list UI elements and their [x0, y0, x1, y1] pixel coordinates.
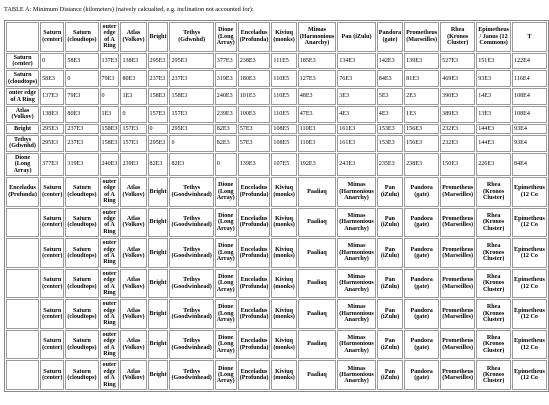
repeated-column-header: Rhea (Kronos Cluster) [476, 330, 511, 360]
repeated-column-header: Bright [148, 360, 169, 390]
repeated-column-header: Pandora (gate) [404, 269, 439, 299]
repeated-column-header: Prometheus (Marseilles) [440, 177, 475, 207]
distance-cell: 76E3 [337, 70, 376, 87]
repeated-column-header: Pan (iZulu) [377, 238, 403, 268]
repeated-column-header: Kiviuq (monks) [271, 269, 296, 299]
row-header [6, 269, 39, 299]
repeated-column-header: Kiviuq (monks) [271, 330, 296, 360]
distance-cell: 101E3 [238, 88, 271, 105]
distance-cell: 122E4 [512, 53, 547, 70]
distance-cell: 57E3 [238, 135, 271, 152]
distance-cell: 243E3 [337, 153, 376, 176]
row-header: outer edge of A Ring [6, 88, 39, 105]
distance-cell: 377E3 [215, 53, 237, 70]
distance-cell: 232E3 [440, 135, 475, 152]
repeated-column-header: Pan (iZulu) [377, 299, 403, 329]
repeated-header-row [6, 330, 547, 360]
table-row [6, 53, 547, 70]
column-header: Saturn (cloudtops) [65, 22, 98, 52]
distance-cell: 157E3 [169, 106, 213, 123]
repeated-column-header: Kiviuq (monks) [271, 208, 296, 238]
repeated-column-header: Atlas (Volkov) [120, 299, 146, 329]
distance-cell: 235E3 [377, 153, 403, 176]
column-header: Bright [148, 22, 169, 52]
repeated-column-header: Pandora (gate) [404, 330, 439, 360]
repeated-column-header: Enceladus (Profunda) [238, 177, 271, 207]
distance-cell: 82E3 [148, 153, 169, 176]
distance-cell: 84E3 [377, 70, 403, 87]
distance-cell: 93E3 [476, 70, 511, 87]
repeated-column-header: Prometheus (Marseilles) [440, 238, 475, 268]
distance-cell: 47E3 [298, 106, 337, 123]
table-row [6, 88, 547, 105]
distance-cell: 153E3 [377, 135, 403, 152]
repeated-column-header: Dione (Long Array) [215, 238, 237, 268]
distance-cell: 377E3 [40, 153, 64, 176]
repeated-column-header: outer edge of A Ring [100, 299, 120, 329]
repeated-column-header: Paaliaq [298, 360, 337, 390]
repeated-column-header: Prometheus (Marseilles) [440, 269, 475, 299]
repeated-column-header: Paaliaq [298, 208, 337, 238]
distance-cell: 0 [65, 70, 98, 87]
distance-cell: 79E3 [65, 88, 98, 105]
repeated-column-header: Tethys (Goodwinhead) [169, 238, 213, 268]
distance-cell: 319E3 [65, 153, 98, 176]
repeated-column-header: outer edge of A Ring [100, 360, 120, 390]
row-header: Enceladus (Profunda) [6, 177, 39, 207]
repeated-column-header: Epimetheus (12 Co [512, 269, 547, 299]
distance-cell: 237E3 [65, 124, 98, 134]
repeated-column-header: Rhea (Kronos Cluster) [476, 208, 511, 238]
repeated-column-header: outer edge of A Ring [100, 269, 120, 299]
distance-cell: 158E3 [100, 124, 120, 134]
repeated-column-header: Kiviuq (monks) [271, 177, 296, 207]
column-header: Dione (Long Array) [215, 22, 237, 52]
distance-cell: 161E3 [337, 135, 376, 152]
repeated-column-header: Tethys (Goodwinhead) [169, 208, 213, 238]
distance-cell: 0 [100, 88, 120, 105]
distance-cell: 469E3 [440, 70, 475, 87]
distance-cell: 137E3 [40, 88, 64, 105]
repeated-column-header: Dione (Long Array) [215, 177, 237, 207]
repeated-column-header: Pan (iZulu) [377, 269, 403, 299]
distance-cell: 157E3 [120, 124, 146, 134]
column-header: Rhea (Kronos Cluster) [440, 22, 475, 52]
distance-cell: 1E3 [100, 106, 120, 123]
repeated-column-header: Epimetheus (12 Co [512, 330, 547, 360]
distance-cell: 232E3 [440, 124, 475, 134]
repeated-column-header: Mimas (Harmonious Anarchy) [337, 299, 376, 329]
repeated-header-row [6, 360, 547, 390]
repeated-column-header: Prometheus (Marseilles) [440, 360, 475, 390]
repeated-column-header: Saturn (center) [40, 177, 64, 207]
row-header: Atlas (Volkov) [6, 106, 39, 123]
repeated-column-header: Enceladus (Profunda) [238, 360, 271, 390]
distance-cell: 116E4 [512, 70, 547, 87]
column-header: Saturn (center) [40, 22, 64, 52]
distance-cell: 158E3 [169, 88, 213, 105]
distance-cell: 150E3 [440, 153, 475, 176]
repeated-column-header: Mimas (Harmonious Anarchy) [337, 330, 376, 360]
column-header: outer edge of A Ring [100, 22, 120, 52]
row-header [6, 208, 39, 238]
column-header: Mimas (Harmonious Anarchy) [298, 22, 337, 52]
repeated-column-header: Epimetheus (12 Co [512, 208, 547, 238]
distance-table-wrapper [4, 20, 549, 392]
distance-cell: 58E3 [40, 70, 64, 87]
repeated-header-row [6, 177, 547, 207]
distance-cell: 138E3 [40, 106, 64, 123]
repeated-column-header: Dione (Long Array) [215, 360, 237, 390]
distance-cell: 82E3 [169, 153, 213, 176]
repeated-column-header: Mimas (Harmonious Anarchy) [337, 177, 376, 207]
repeated-header-row [6, 299, 547, 329]
repeated-column-header: Pandora (gate) [404, 299, 439, 329]
distance-cell: 93E4 [512, 135, 547, 152]
distance-cell: 110E3 [298, 124, 337, 134]
repeated-column-header: Paaliaq [298, 299, 337, 329]
row-header [6, 238, 39, 268]
distance-cell: 110E5 [271, 70, 296, 87]
repeated-column-header: Bright [148, 177, 169, 207]
repeated-column-header: Pan (iZulu) [377, 330, 403, 360]
row-header: Dione (Long Array) [6, 153, 39, 176]
distance-cell: 156E3 [404, 124, 439, 134]
distance-cell: 82E3 [215, 135, 237, 152]
repeated-column-header: Tethys (Goodwinhead) [169, 269, 213, 299]
distance-cell: 527E3 [440, 53, 475, 70]
repeated-header-row [6, 238, 547, 268]
table-row [6, 106, 547, 123]
distance-cell: 84E4 [512, 153, 547, 176]
distance-cell: 82E3 [215, 124, 237, 134]
repeated-column-header: Pan (iZulu) [377, 177, 403, 207]
repeated-column-header: Paaliaq [298, 177, 337, 207]
distance-cell: 158E3 [100, 135, 120, 152]
distance-cell: 157E3 [120, 135, 146, 152]
distance-cell: 81E3 [404, 70, 439, 87]
row-header [6, 330, 39, 360]
repeated-header-rows [6, 177, 547, 390]
repeated-column-header: Mimas (Harmonious Anarchy) [337, 208, 376, 238]
repeated-column-header: outer edge of A Ring [100, 177, 120, 207]
distance-cell: 319E3 [215, 70, 237, 87]
distance-cell: 110E3 [298, 135, 337, 152]
repeated-column-header: Pandora (gate) [404, 360, 439, 390]
repeated-column-header: Pan (iZulu) [377, 208, 403, 238]
repeated-column-header: Tethys (Goodwinhead) [169, 330, 213, 360]
repeated-column-header: Saturn (center) [40, 360, 64, 390]
distance-cell: 157E3 [148, 106, 169, 123]
distance-cell: 57E3 [238, 124, 271, 134]
distance-cell: 144E3 [476, 135, 511, 152]
column-header: Kiviuq (monks) [271, 22, 296, 52]
distance-cell: 237E3 [169, 70, 213, 87]
table-row [6, 153, 547, 176]
distance-cell: 108E4 [512, 106, 547, 123]
distance-cell: 144E3 [476, 124, 511, 134]
repeated-column-header: Saturn (cloudtops) [65, 330, 98, 360]
repeated-column-header: Mimas (Harmonious Anarchy) [337, 238, 376, 268]
distance-cell: 4E3 [337, 106, 376, 123]
distance-cell: 14E3 [476, 88, 511, 105]
repeated-column-header: Dione (Long Array) [215, 208, 237, 238]
distance-cell: 139E3 [404, 53, 439, 70]
repeated-column-header: Prometheus (Marseilles) [440, 299, 475, 329]
column-header: Tethys (Gdwnhd) [169, 22, 213, 52]
distance-cell: 79E3 [100, 70, 120, 87]
repeated-column-header: Tethys (Goodwinhead) [169, 360, 213, 390]
distance-cell: 295E3 [40, 124, 64, 134]
distance-cell: 237E3 [65, 135, 98, 152]
repeated-column-header: Saturn (center) [40, 330, 64, 360]
column-header: Epimetheus / Janus (12 Commons) [476, 22, 511, 52]
repeated-column-header: Enceladus (Profunda) [238, 238, 271, 268]
repeated-column-header: Epimetheus (12 Co [512, 238, 547, 268]
table-row [6, 70, 547, 87]
repeated-column-header: Pandora (gate) [404, 208, 439, 238]
repeated-column-header: Tethys (Goodwinhead) [169, 299, 213, 329]
distance-cell: 80E3 [65, 106, 98, 123]
repeated-column-header: Enceladus (Profunda) [238, 330, 271, 360]
distance-cell: 1E3 [404, 106, 439, 123]
distance-cell: 0 [148, 124, 169, 134]
header-row [6, 22, 547, 52]
distance-cell: 58E3 [65, 53, 98, 70]
distance-cell: 80E3 [120, 70, 146, 87]
row-header [6, 299, 39, 329]
distance-cell: 93E4 [512, 124, 547, 134]
repeated-column-header: Bright [148, 330, 169, 360]
repeated-column-header: Epimetheus (12 Co [512, 177, 547, 207]
repeated-column-header: Bright [148, 299, 169, 329]
repeated-column-header: Paaliaq [298, 269, 337, 299]
column-header: Atlas (Volkov) [120, 22, 146, 52]
distance-cell: 153E3 [377, 124, 403, 134]
repeated-column-header: Epimetheus (12 Co [512, 299, 547, 329]
repeated-column-header: Dione (Long Array) [215, 330, 237, 360]
column-header: Pandora (gate) [377, 22, 403, 52]
repeated-column-header: Saturn (center) [40, 238, 64, 268]
distance-cell: 161E3 [337, 124, 376, 134]
distance-cell: 295E3 [169, 53, 213, 70]
row-header: Tethys (Gdwnhd) [6, 135, 39, 152]
distance-cell: 0 [169, 135, 213, 152]
distance-cell: 137E3 [100, 53, 120, 70]
distance-cell: 389E3 [440, 106, 475, 123]
repeated-column-header: Prometheus (Marseilles) [440, 208, 475, 238]
distance-cell: 110E5 [271, 106, 296, 123]
distance-cell: 156E3 [404, 135, 439, 152]
repeated-column-header: Kiviuq (monks) [271, 360, 296, 390]
repeated-column-header: Atlas (Volkov) [120, 208, 146, 238]
repeated-header-row [6, 208, 547, 238]
repeated-column-header: Dione (Long Array) [215, 299, 237, 329]
distance-cell: 238E3 [404, 153, 439, 176]
repeated-column-header: Epimetheus (12 Co [512, 360, 547, 390]
distance-cell: 108E5 [271, 124, 296, 134]
distance-cell: 295E3 [40, 135, 64, 152]
repeated-column-header: Paaliaq [298, 238, 337, 268]
distance-cell: 240E3 [215, 88, 237, 105]
repeated-header-row [6, 269, 547, 299]
repeated-column-header: Atlas (Volkov) [120, 269, 146, 299]
distance-cell: 158E3 [148, 88, 169, 105]
row-header [6, 360, 39, 390]
distance-cell: 142E3 [377, 53, 403, 70]
column-header: T [512, 22, 547, 52]
repeated-column-header: Bright [148, 208, 169, 238]
distance-cell: 0 [215, 153, 237, 176]
repeated-column-header: Kiviuq (monks) [271, 299, 296, 329]
repeated-column-header: Atlas (Volkov) [120, 238, 146, 268]
distance-cell: 238E3 [238, 53, 271, 70]
repeated-column-header: Rhea (Kronos Cluster) [476, 238, 511, 268]
distance-cell: 4E3 [377, 106, 403, 123]
distance-cell: 108E5 [271, 135, 296, 152]
distance-table [4, 20, 549, 392]
row-header: Saturn (center) [6, 53, 39, 70]
column-header: Enceladus (Profunda) [238, 22, 271, 52]
table-row [6, 135, 547, 152]
repeated-column-header: outer edge of A Ring [100, 330, 120, 360]
repeated-column-header: Dione (Long Array) [215, 269, 237, 299]
distance-cell: 295E3 [148, 53, 169, 70]
distance-cell: 295E3 [169, 124, 213, 134]
repeated-column-header: Saturn (cloudtops) [65, 177, 98, 207]
corner-cell [6, 22, 39, 52]
distance-cell: 180E3 [238, 70, 271, 87]
data-rows [6, 53, 547, 176]
table-row [6, 124, 547, 134]
distance-cell: 2E3 [404, 88, 439, 105]
distance-cell: 134E3 [337, 53, 376, 70]
repeated-column-header: Tethys (Goodwinhead) [169, 177, 213, 207]
distance-cell: 185E3 [298, 53, 337, 70]
distance-cell: 237E3 [148, 70, 169, 87]
repeated-column-header: outer edge of A Ring [100, 208, 120, 238]
table-caption: TABLE A: Minimum Distance (kilometers) (naively calcualted, e.g. inclination not accounted for): [4, 6, 254, 13]
distance-cell: 107E5 [271, 153, 296, 176]
distance-cell: 138E3 [120, 53, 146, 70]
repeated-column-header: Paaliaq [298, 330, 337, 360]
repeated-column-header: Saturn (cloudtops) [65, 299, 98, 329]
distance-cell: 48E3 [298, 88, 337, 105]
repeated-column-header: Atlas (Volkov) [120, 330, 146, 360]
repeated-column-header: Bright [148, 238, 169, 268]
distance-cell: 5E3 [377, 88, 403, 105]
distance-cell: 110E5 [271, 88, 296, 105]
distance-cell: 139E3 [238, 153, 271, 176]
repeated-column-header: Saturn (cloudtops) [65, 269, 98, 299]
distance-cell: 3E3 [337, 88, 376, 105]
repeated-column-header: Rhea (Kronos Cluster) [476, 269, 511, 299]
repeated-column-header: Saturn (center) [40, 269, 64, 299]
distance-cell: 151E3 [476, 53, 511, 70]
distance-cell: 240E3 [100, 153, 120, 176]
distance-cell: 226E3 [476, 153, 511, 176]
repeated-column-header: Saturn (center) [40, 208, 64, 238]
repeated-column-header: Enceladus (Profunda) [238, 208, 271, 238]
repeated-column-header: Kiviuq (monks) [271, 238, 296, 268]
repeated-column-header: Rhea (Kronos Cluster) [476, 177, 511, 207]
repeated-column-header: Pan (iZulu) [377, 360, 403, 390]
row-header: Saturn (cloudtops) [6, 70, 39, 87]
distance-cell: 0 [40, 53, 64, 70]
repeated-column-header: outer edge of A Ring [100, 238, 120, 268]
distance-cell: 108E4 [512, 88, 547, 105]
column-header: Pan (iZulu) [337, 22, 376, 52]
repeated-column-header: Saturn (cloudtops) [65, 238, 98, 268]
row-header: Bright [6, 124, 39, 134]
repeated-column-header: Saturn (cloudtops) [65, 360, 98, 390]
repeated-column-header: Pandora (gate) [404, 177, 439, 207]
distance-cell: 295E3 [148, 135, 169, 152]
repeated-column-header: Bright [148, 269, 169, 299]
distance-cell: 239E3 [215, 106, 237, 123]
repeated-column-header: Pandora (gate) [404, 238, 439, 268]
column-header: Prometheus (Marseilles) [404, 22, 439, 52]
repeated-column-header: Atlas (Volkov) [120, 360, 146, 390]
repeated-column-header: Rhea (Kronos Cluster) [476, 299, 511, 329]
distance-cell: 0 [120, 106, 146, 123]
repeated-column-header: Enceladus (Profunda) [238, 269, 271, 299]
repeated-column-header: Saturn (cloudtops) [65, 208, 98, 238]
repeated-column-header: Enceladus (Profunda) [238, 299, 271, 329]
repeated-column-header: Mimas (Harmonious Anarchy) [337, 269, 376, 299]
distance-cell: 127E3 [298, 70, 337, 87]
distance-cell: 390E3 [440, 88, 475, 105]
distance-cell: 1E3 [120, 88, 146, 105]
repeated-column-header: Atlas (Volkov) [120, 177, 146, 207]
repeated-column-header: Prometheus (Marseilles) [440, 330, 475, 360]
distance-cell: 111E5 [271, 53, 296, 70]
repeated-column-header: Saturn (center) [40, 299, 64, 329]
repeated-column-header: Rhea (Kronos Cluster) [476, 360, 511, 390]
distance-cell: 239E3 [120, 153, 146, 176]
distance-cell: 13E3 [476, 106, 511, 123]
distance-cell: 100E3 [238, 106, 271, 123]
repeated-column-header: Mimas (Harmonious Anarchy) [337, 360, 376, 390]
distance-cell: 192E3 [298, 153, 337, 176]
